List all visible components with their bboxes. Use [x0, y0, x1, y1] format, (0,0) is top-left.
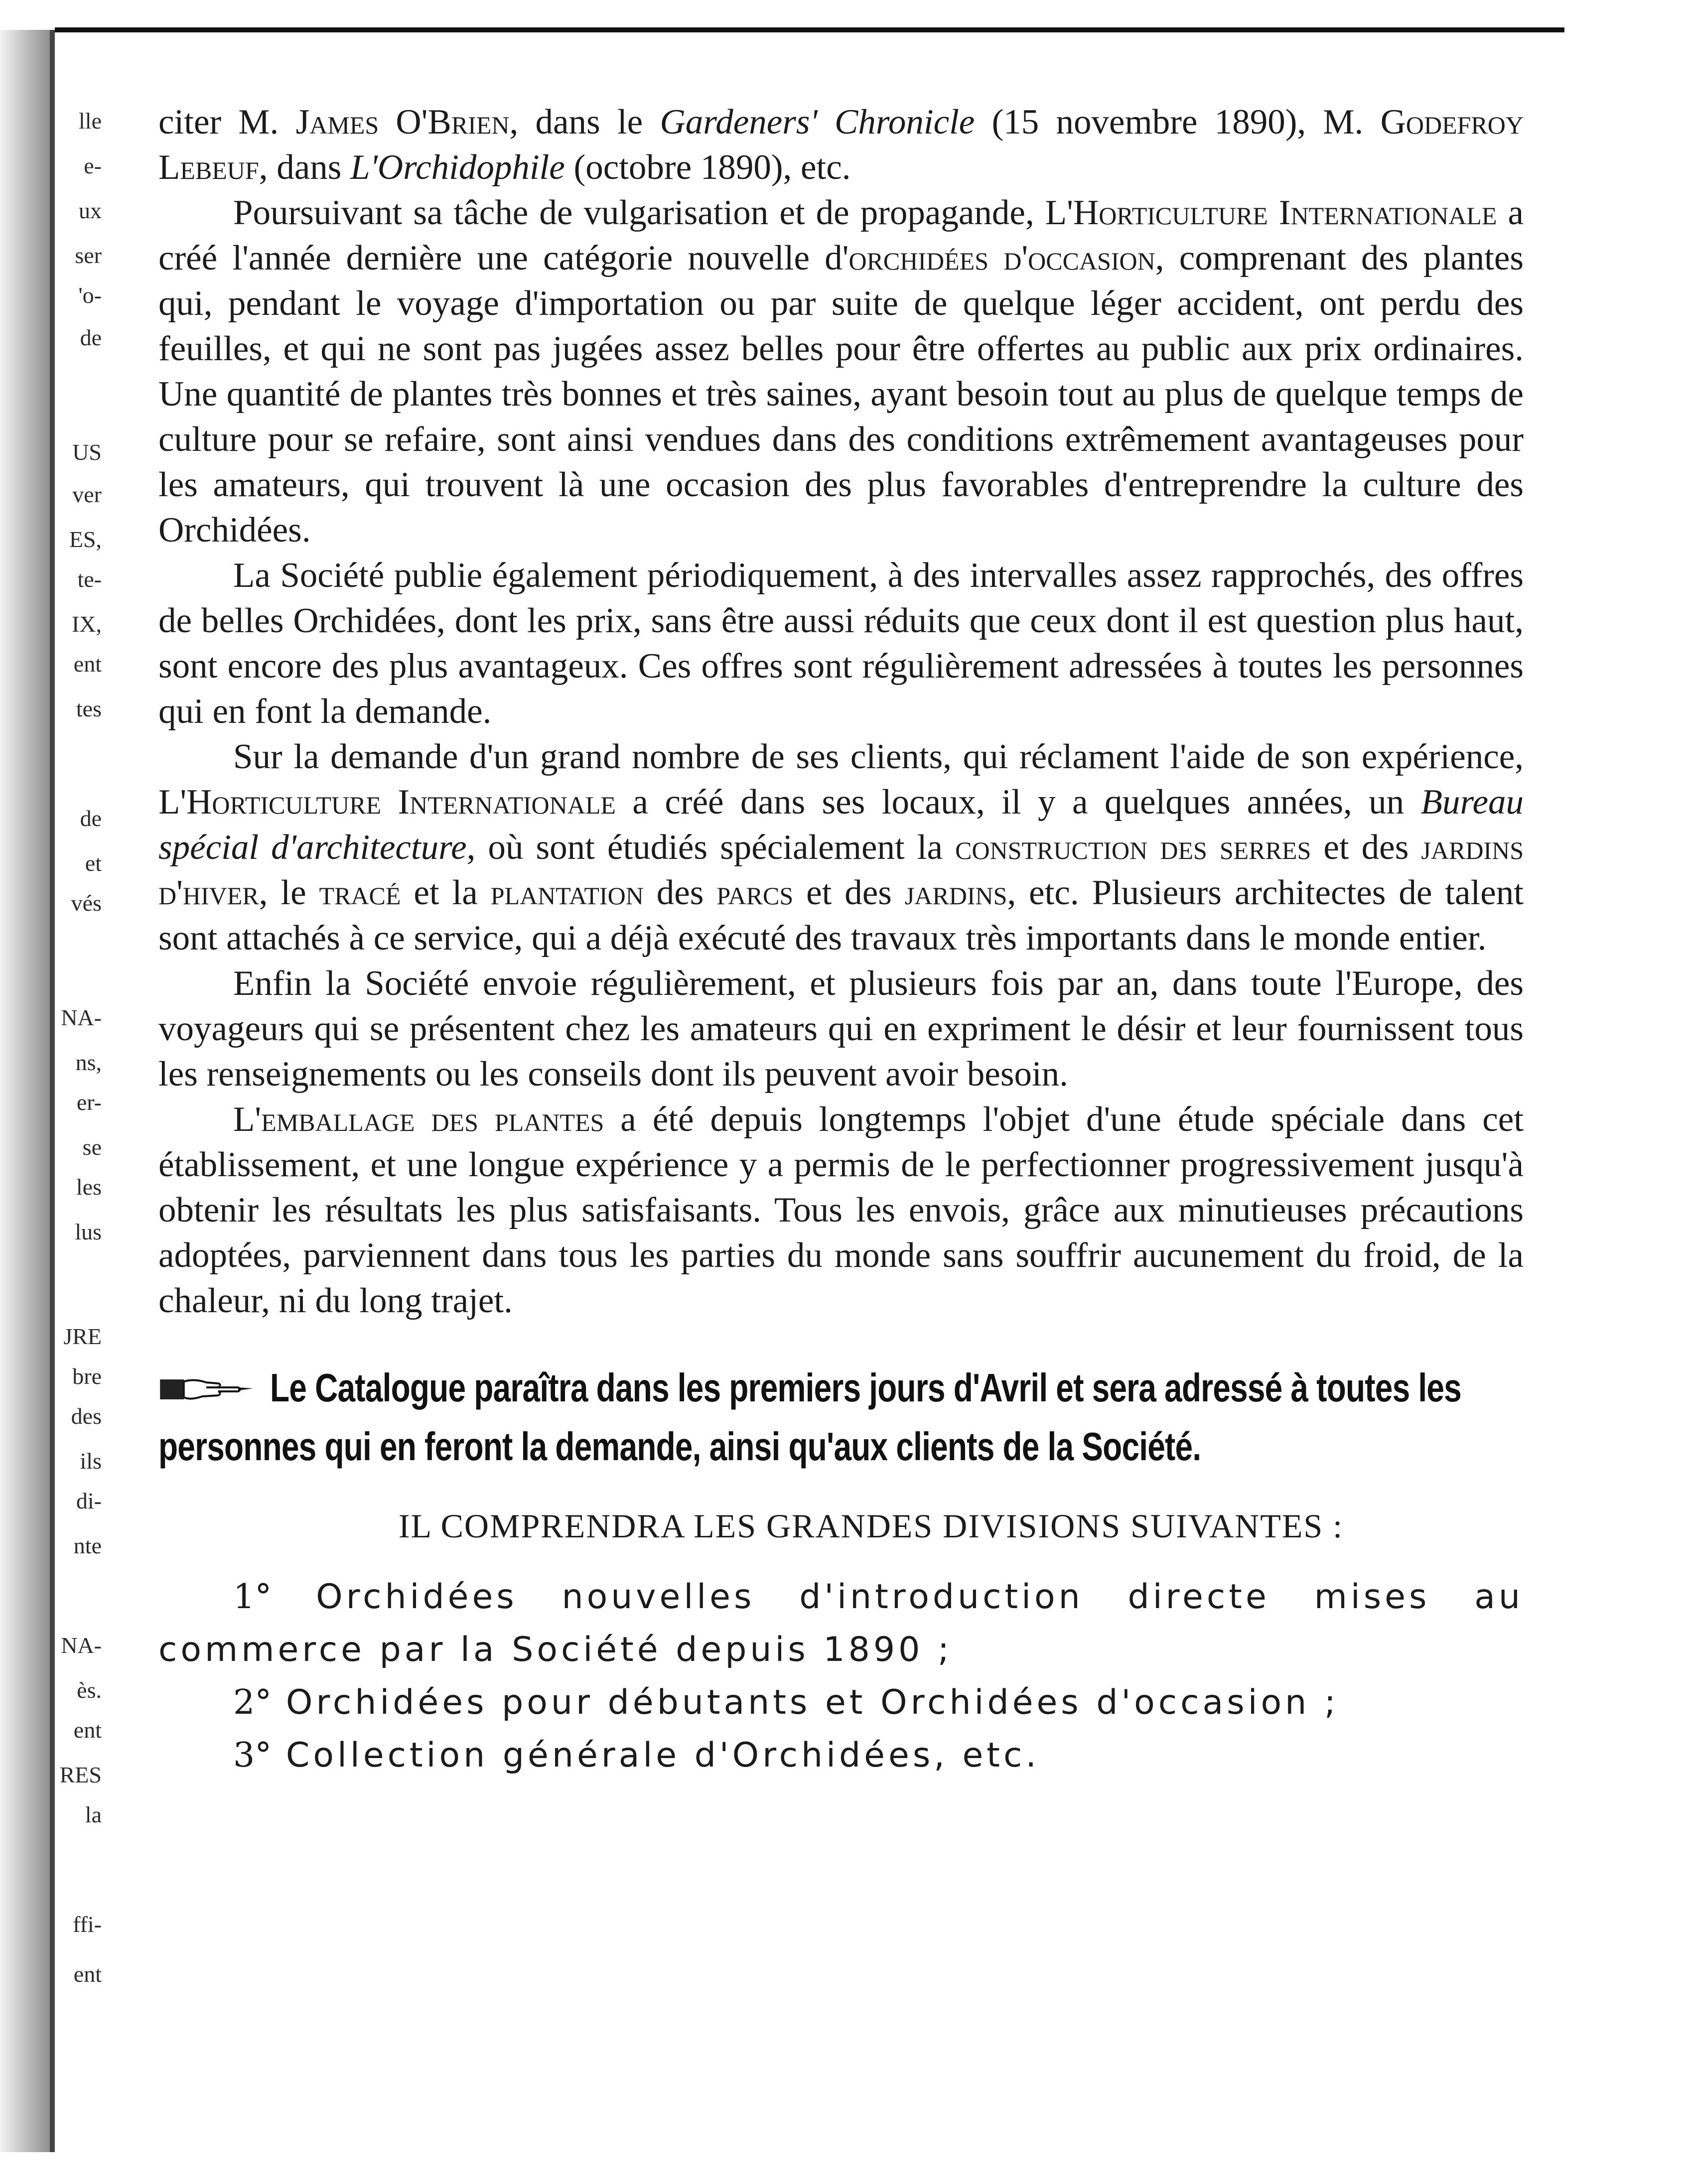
margin-fragment: US [72, 439, 102, 465]
margin-fragment: ent [73, 1961, 102, 1987]
margin-fragment: les [76, 1174, 102, 1200]
italic-term: Bureau spécial d'architecture [158, 783, 1524, 867]
division-number: 3° [233, 1736, 272, 1775]
division-text: Orchidées nouvelles d'introduction directe mises au commerce par la Société depuis 1890 ; [158, 1577, 1524, 1669]
margin-fragment: ES, [69, 527, 102, 552]
division-number: 1° [233, 1577, 272, 1617]
small-caps-term: plantation [490, 873, 644, 912]
paragraph-travellers: Enfin la Société envoie régulièrement, et plusieurs fois par an, dans toute l'Europe, des voyageurs qui se présentent chez les amateurs qui en expriment le désir et leur fournissent tous les renseignements ou les conseils dont ils peuvent avoir besoin. [158, 964, 1524, 1093]
paragraph-citation [158, 100, 1524, 190]
division-item [158, 1676, 1524, 1729]
margin-fragment: NA- [61, 1633, 102, 1658]
margin-fragment: tes [76, 696, 102, 721]
margin-fragment: de [80, 325, 102, 350]
margin-fragment: nte [73, 1533, 102, 1558]
small-caps-term: construction des serres [955, 828, 1311, 867]
margin-fragment: se [82, 1134, 102, 1160]
margin-fragment: la [85, 1802, 102, 1827]
margin-fragment: er- [76, 1090, 102, 1115]
text-run: , où sont étudiés spécialement la [466, 828, 956, 867]
text-run: (octobre 1890), etc. [564, 148, 851, 187]
margin-fragment: NA- [61, 1005, 102, 1030]
small-caps-term: orchidées d'occasion [848, 239, 1155, 277]
margin-fragment: ès. [77, 1677, 102, 1703]
text-run: et des [1311, 828, 1421, 867]
text-run: a créé l'année dernière une catégorie nouvelle d' [158, 193, 1524, 277]
text-run: , dans [259, 148, 351, 187]
margin-fragment: des [71, 1403, 102, 1429]
text-run: citer M. [158, 103, 296, 141]
margin-fragment: ns, [75, 1050, 102, 1075]
margin-fragment: bre [72, 1364, 102, 1389]
small-caps-term: jardins d'hiver [158, 828, 1524, 912]
text-run: a été depuis longtemps l'objet d'une étude spéciale dans cet établissement, et une longue expérience y a permis de le perfectionner progressivement jusqu'à obtenir les résultats les plus satisfaisants. Tous les envois, grâce aux minutieuses précautions adoptées, parviennent dans tous les parties du monde sans souffrir aucunement du froid, de la chaleur, ni du long trajet. [158, 1100, 1524, 1320]
company-name: L'Horticulture Internationale [158, 783, 616, 821]
margin-fragment: de [80, 806, 102, 831]
margin-fragment: ent [73, 651, 102, 677]
notice-text: Le Catalogue paraîtra dans les premiers jours d'Avril et sera adressé à toutes les personnes qui en feront la demande, ainsi qu'aux clients de la Société. [158, 1365, 1461, 1469]
division-text: Orchidées pour débutants et Orchidées d'occasion ; [285, 1683, 1339, 1722]
company-name: L'Horticulture Internationale [1045, 193, 1497, 232]
margin-fragment: et [85, 850, 102, 876]
text-run: L' [233, 1100, 262, 1139]
division-item [158, 1571, 1524, 1676]
catalogue-notice [158, 1359, 1524, 1476]
division-item [158, 1729, 1524, 1782]
text-run: , le [259, 873, 319, 912]
margin-fragment: di- [76, 1488, 102, 1513]
margin-fragment: e- [84, 153, 102, 178]
paragraph-occasion [158, 190, 1524, 553]
paragraph-packing [158, 1097, 1524, 1324]
margin-fragment: RES [59, 1762, 102, 1787]
small-caps-term: parcs [716, 873, 794, 912]
margin-fragment: lle [79, 108, 102, 134]
margin-fragment: te- [77, 566, 102, 592]
small-caps-term: jardins [904, 873, 1007, 912]
text-run: et des [793, 873, 905, 912]
division-number: 2° [233, 1683, 272, 1722]
small-caps-term: tracé [319, 873, 401, 912]
margin-fragment: ver [72, 482, 102, 507]
adjacent-page-margin [59, 100, 102, 2043]
margin-fragment: ils [80, 1448, 102, 1474]
pointing-hand-icon [158, 1374, 258, 1404]
margin-fragment: IX, [71, 611, 102, 637]
person-name: James O'Brien [295, 103, 510, 141]
margin-fragment: vés [71, 890, 102, 916]
top-rule [55, 27, 1564, 32]
publication-title: L'Orchidophile [350, 148, 565, 187]
publication-title: Gardeners' Chronicle [660, 103, 975, 141]
margin-fragment: ffi- [73, 1911, 102, 1937]
text-run: , etc. Plusieurs architectes de talent sont attachés à ce service, qui a déjà exécuté des travaux très importants dans le monde entier. [158, 873, 1524, 957]
text-run: et la [401, 873, 491, 912]
margin-fragment: ux [79, 198, 102, 223]
paragraph-offers: La Société publie également périodiquement, à des intervalles assez rapprochés, des offres de belles Orchidées, dont les prix, sans être aussi réduits que ceux dont il est question plus haut, sont encore des plus avantageux. Ces offres sont régulièrement adressées à toutes les personnes qui en font la demande. [158, 556, 1524, 731]
text-run: , comprenant des plantes qui, pendant le voyage d'importation ou par suite de quelque léger accident, ont perdu des feuilles, et qui ne sont pas jugées assez belles pour être offertes au public aux prix ordinaires. Une quantité de plantes très bonnes et très saines, ayant besoin tout au plus de quelque temps de culture pour se refaire, sont ainsi vendues dans des conditions extrêmement avantageuses pour les amateurs, qui trouvent là une occasion des plus favorables d'entreprendre la culture des Orchidées. [158, 239, 1524, 549]
text-run: Sur la demande d'un grand nombre de ses clients, qui réclament l'aide de son expérience, [233, 737, 1524, 776]
margin-fragment: JRE [63, 1324, 102, 1349]
page-edge [50, 30, 55, 2152]
paragraph-architecture [158, 734, 1524, 961]
text-run: , dans le [509, 103, 660, 141]
small-caps-term: emballage des plantes [261, 1100, 604, 1139]
division-text: Collection générale d'Orchidées, etc. [285, 1736, 1040, 1775]
margin-fragment: ser [75, 243, 102, 268]
binding-shadow [0, 30, 50, 2152]
person-name: Godefroy Lebeuf [158, 103, 1524, 187]
text-run: des [643, 873, 717, 912]
margin-fragment: ent [73, 1717, 102, 1743]
text-run: (15 novembre 1890), M. [975, 103, 1381, 141]
margin-fragment: 'o- [78, 282, 102, 308]
divisions-heading: IL COMPRENDRA LES GRANDES DIVISIONS SUIVANTES : [398, 1507, 1344, 1545]
main-text-column [158, 100, 1524, 1782]
text-run: a créé dans ses locaux, il y a quelques années, un [615, 783, 1421, 821]
text-run: Poursuivant sa tâche de vulgarisation et de propagande, [233, 193, 1045, 232]
margin-fragment: lus [75, 1219, 102, 1244]
